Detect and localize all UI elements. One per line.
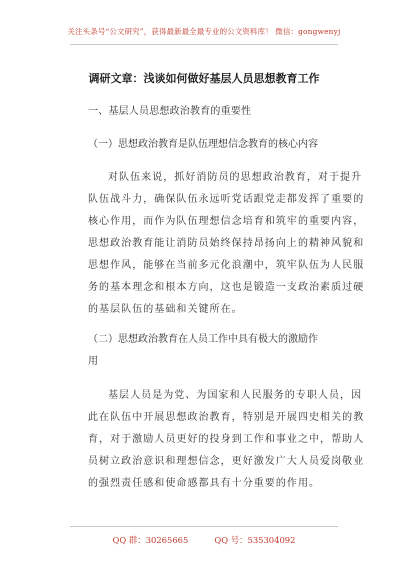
subsection-heading: （一）思想政治教育是队伍理想信念教育的核心内容	[88, 139, 318, 150]
paragraph-line: 核心作用，而作为队伍理想信念培育和筑牢的重要内容，	[88, 216, 365, 227]
header-note: 关注头条号“公文研究”，获得最新最全最专业的公文资料库！ 微信：gongwenyj	[67, 27, 341, 36]
paragraph-line: 的强烈责任感和使命感都具有十分重要的作用。	[88, 478, 321, 489]
paragraph-line: 思想作风，能够在当前多元化浪潮中，筑牢队伍为人民服	[88, 260, 365, 271]
paragraph-line: 的基层队伍的基础和关键所在。	[88, 304, 243, 315]
section-heading: 一、基层人员思想政治教育的重要性	[88, 106, 252, 117]
footer-divider	[70, 526, 338, 527]
paragraph-line: 此在队伍中开展思想政治教育，特别是开展四史相关的教	[88, 412, 365, 423]
header-divider	[70, 44, 338, 45]
subsection-heading-continued: 用	[88, 356, 98, 367]
paragraph-line: 育，对于激励人员更好的投身到工作和事业之中，帮助人	[88, 434, 365, 445]
paragraph-line: 对队伍来说，抓好消防员的思想政治教育，对于提升	[108, 172, 363, 183]
qq-number: 535304092	[247, 535, 296, 545]
paragraph-line: 员树立政治意识和理想信念，更好激发广大人员爱岗敬业	[88, 456, 365, 467]
qq-group-number: 30265665	[145, 535, 189, 545]
footer-contact	[0, 534, 408, 546]
paragraph-line: 基层人员是为党、为国家和人民服务的专职人员，因	[108, 390, 363, 401]
paragraph-line: 思想政治教育能让消防员始终保持昂扬向上的精神风貌和	[88, 238, 365, 249]
subsection-heading: （二）思想政治教育在人员工作中具有极大的激励作	[88, 334, 318, 345]
document-title: 调研文章：浅谈如何做好基层人员思想教育工作	[88, 72, 320, 85]
qq-number-label: QQ 号：	[214, 535, 248, 545]
paragraph-line: 务的基本理念和根本方向，这也是锻造一支政治素质过硬	[88, 282, 365, 293]
qq-group-label: QQ 群：	[112, 535, 146, 545]
paragraph-line: 队伍战斗力，确保队伍永远听党话跟党走都发挥了重要的	[88, 194, 365, 205]
